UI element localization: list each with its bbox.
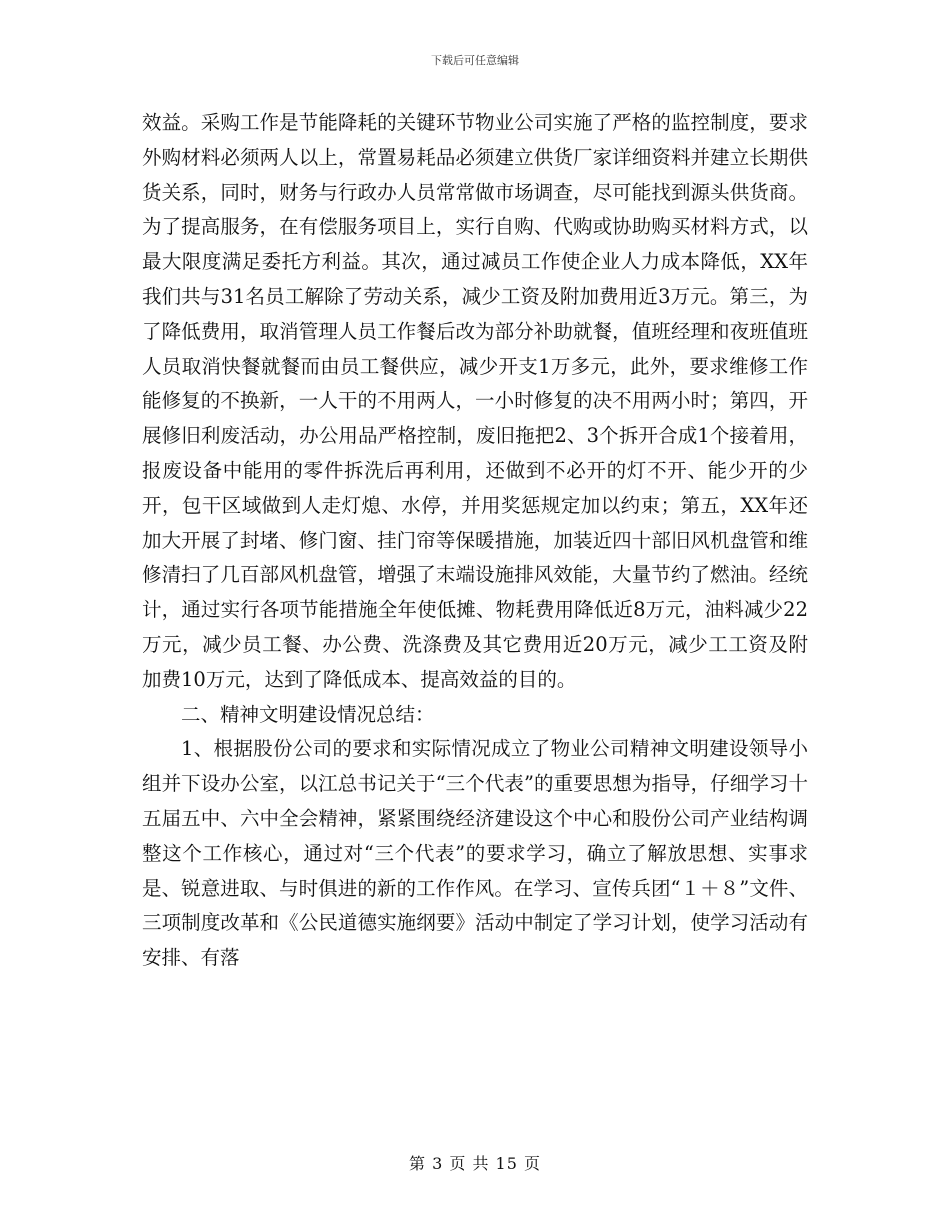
paragraph-energy-saving: 效益。采购工作是节能降耗的关键环节物业公司实施了严格的监控制度，要求外购材料必须两人以上，常置易耗品必须建立供货厂家详细资料并建立长期供货关系，同时，财务与行政办人员常常做市场调查，尽可能找到源头供货商。为了提高服务，在有偿服务项目上，实行自购、代购或协助购买材料方式，以最大限度满足委托方利益。其次，通过减员工作使企业人力成本降低，XX年我们共与31名员工解除了劳动关系，减少工资及附加费用近3万元。第三，为了降低费用，取消管理人员工作餐后改为部分补助就餐，值班经理和夜班值班人员取消快餐就餐而由员工餐供应，减少开支1万多元，此外，要求维修工作能修复的不换新，一人干的不用两人，一小时修复的决不用两小时；第四，开展修旧利废活动，办公用品严格控制，废旧拖把2、3个拆开合成1个接着用，报废设备中能用的零件拆洗后再利用，还做到不必开的灯不开、能少开的少开，包干区域做到人走灯熄、水停，并用奖惩规定加以约束；第五，XX年还加大开展了封堵、修门窗、挂门帘等保暖措施，加装近四十部旧风机盘管和维修清扫了几百部风机盘管，增强了末端设施排风效能，大量节约了燃油。经统计，通过实行各项节能措施全年使低摊、物耗费用降低近8万元，油料减少22万元，减少员工餐、办公费、洗涤费及其它费用近20万元，减少工工资及附加费10万元，达到了降低成本、提高效益的目的。 xyxy=(142,111,808,691)
paragraph-leadership-group: 1、根据股份公司的要求和实际情况成立了物业公司精神文明建设领导小组并下设办公室，以江总书记关于“三个代表”的重要思想为指导，仔细学习十五届五中、六中全会精神，紧紧围绕经济建设这个中心和股份公司产业结构调整这个工作核心，通过对“三个代表”的要求学习，确立了解放思想、实事求是、锐意进取、与时俱进的新的工作作风。在学习、宣传兵团“１＋８”文件、三项制度改革和《公民道德实施纲要》活动中制定了学习计划，使学习活动有安排、有落 xyxy=(142,737,808,970)
page-header-note: 下载后可任意编辑 xyxy=(431,54,519,67)
section-heading-spiritual-civilization: 二、精神文明建设情况总结： xyxy=(181,702,435,726)
page-number: 第 3 页 共 15 页 xyxy=(409,1154,541,1173)
document-body xyxy=(142,106,808,976)
